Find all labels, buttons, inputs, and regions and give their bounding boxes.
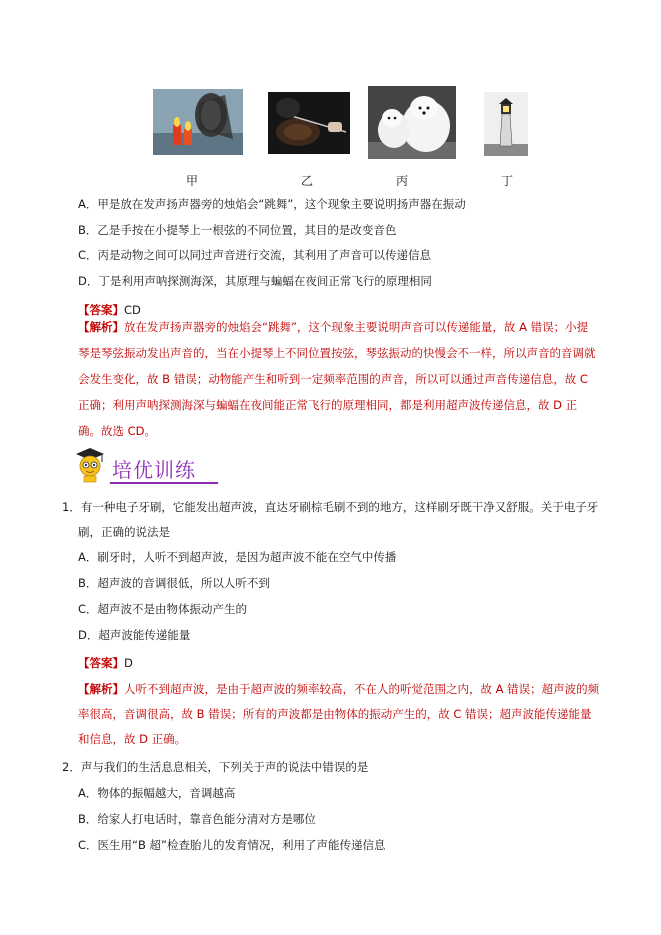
section-underline — [110, 482, 218, 484]
answer-value: CD — [124, 303, 141, 317]
lighthouse-image — [484, 92, 528, 156]
q1-option-c: C．超声波不是由物体振动产生的 — [78, 602, 248, 616]
image-caption-jia: 甲 — [186, 174, 199, 188]
q1-option-d: D．超声波能传递能量 — [78, 628, 191, 642]
analysis-text: 放在发声扬声器旁的烛焰会“跳舞”，这个现象主要说明声音可以传递能量，故 A 错误；小提琴是琴弦振动发出声音的，当在小提琴上不同位置按弦，琴弦振动的快慢会不一样，所以声音的音调就会发生变化，故 B 错误；动物能产生和听到一定频率范围的声音，所以可以通过声音传递信息，故 C 正确；利用声呐探测海深与蝙蝠在夜间能正常飞行的原理相同，都是利用超声波传递信息，故 D 正确。故选 CD。 — [78, 320, 596, 438]
answer-tag: 【答案】 — [78, 656, 124, 670]
violinist-image — [268, 92, 350, 154]
scholar-mascot-icon — [72, 446, 106, 484]
image-caption-yi: 乙 — [301, 174, 314, 188]
q2-stem: 2．声与我们的生活息息相关，下列关于声的说法中错误的是 — [62, 760, 369, 774]
q1-stem-line2: 刷，正确的说法是 — [78, 525, 170, 539]
answer-value: D — [124, 656, 133, 670]
q0-analysis — [78, 314, 598, 444]
analysis-text: 人听不到超声波，是由于超声波的频率较高，不在人的听觉范围之内，故 A 错误；超声波的频率很高，音调很高，故 B 错误；所有的声波都是由物体的振动产生的，故 C 错误；超声波能传递能量和信息，故 D 正确。 — [78, 682, 600, 746]
section-header — [72, 446, 232, 486]
speaker-with-candles-image — [153, 89, 243, 155]
q2-option-c: C．医生用“B 超”检查胎儿的发育情况，利用了声能传递信息 — [78, 838, 386, 852]
analysis-tag: 【解析】 — [78, 320, 124, 334]
answer-tag: 【答案】 — [78, 303, 124, 317]
q0-option-a: A．甲是放在发声扬声器旁的烛焰会“跳舞”，这个现象主要说明扬声器在振动 — [78, 197, 466, 211]
q1-answer — [78, 654, 133, 672]
q0-option-c: C．丙是动物之间可以同过声音进行交流，其利用了声音可以传递信息 — [78, 248, 432, 262]
q1-analysis — [78, 677, 602, 752]
q1-stem-line1: 1．有一种电子牙刷，它能发出超声波，直达牙刷棕毛刷不到的地方，这样刷牙既干净又舒服。关于电子牙 — [62, 500, 599, 514]
section-title: 培优训练 — [112, 458, 196, 482]
q0-option-d: D．丁是利用声呐探测海深，其原理与蝙蝠在夜间正常飞行的原理相同 — [78, 274, 432, 288]
q2-option-a: A．物体的振幅越大，音调越高 — [78, 786, 236, 800]
analysis-tag: 【解析】 — [78, 682, 124, 696]
image-caption-bing: 丙 — [396, 174, 409, 188]
q0-option-b: B．乙是手按在小提琴上一根弦的不同位置，其目的是改变音色 — [78, 223, 397, 237]
image-caption-ding: 丁 — [501, 174, 514, 188]
q1-option-b: B．超声波的音调很低，所以人听不到 — [78, 576, 270, 590]
q1-option-a: A．刷牙时，人听不到超声波，是因为超声波不能在空气中传播 — [78, 550, 397, 564]
dogs-image — [368, 86, 456, 159]
q2-option-b: B．给家人打电话时，靠音色能分清对方是哪位 — [78, 812, 316, 826]
